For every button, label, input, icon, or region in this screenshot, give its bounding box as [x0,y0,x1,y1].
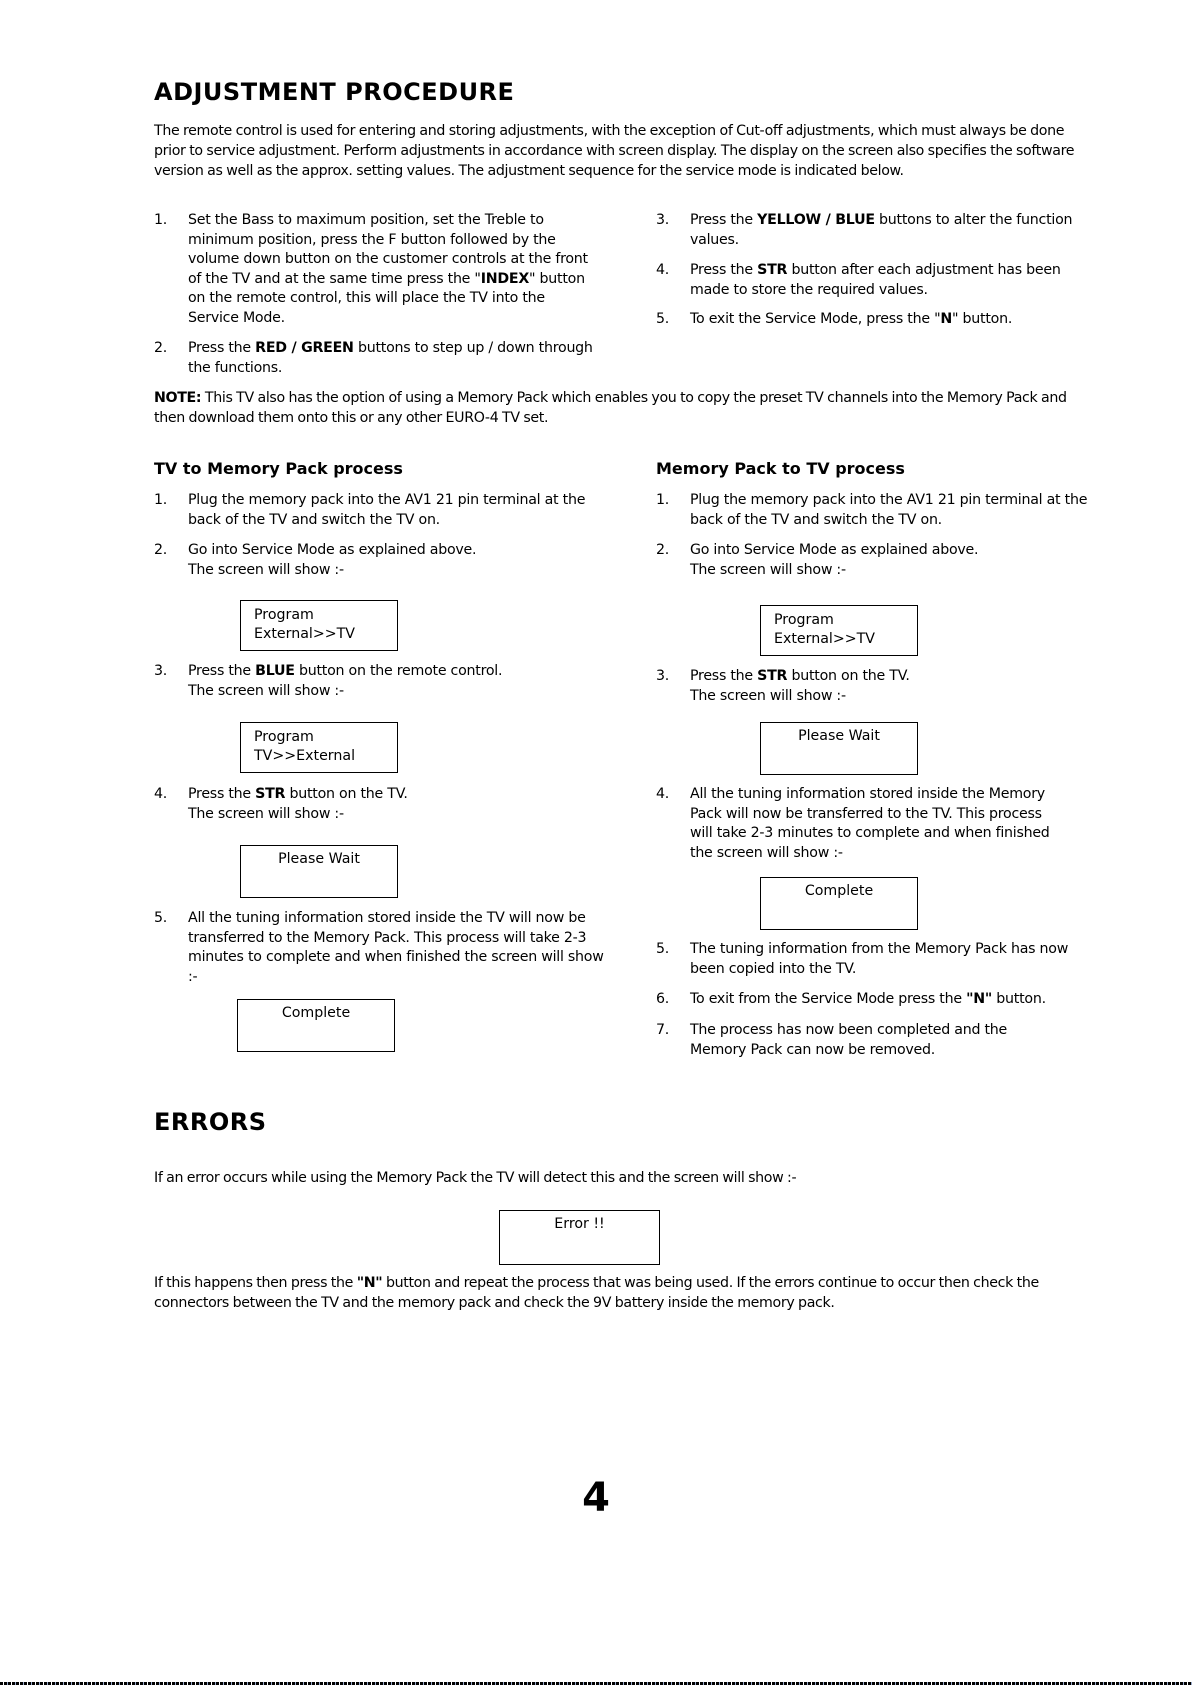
errors-heading: ERRORS [154,1108,267,1136]
screen-display-box: Please Wait [240,845,398,898]
errors-outro: If this happens then press the "N" button and repeat the process that was being used. If the errors continue to occur then check the connectors between the TV and the memory pack and check the 9V battery inside the memory pack. [154,1275,1039,1311]
pack-to-tv-step-2: 2. Go into Service Mode as explained above. The screen will show :- [656,542,979,578]
page-number: 4 [582,1475,610,1521]
pack-to-tv-step-5: 5. The tuning information from the Memory Pack has now been copied into the TV. [656,941,1069,977]
screen-display-box: Please Wait [760,722,918,775]
tv-to-pack-step-5: 5. All the tuning information stored inside the TV will now be transferred to the Memory Pack. This process will take 2-3 minutes to complete and when finished the screen will show :- [154,910,604,985]
tv-to-pack-step-4: 4. Press the STR button on the TV. The screen will show :- [154,786,408,822]
step-2: 2. Press the RED / GREEN buttons to step up / down through the functions. [154,340,593,376]
note-paragraph: NOTE: This TV also has the option of using a Memory Pack which enables you to copy the preset TV channels into the Memory Pack and then download them onto this or any other EURO-4 TV set. [154,390,1067,426]
screen-display-box: Program External>>TV [240,600,398,651]
pack-to-tv-step-6: 6. To exit from the Service Mode press the "N" button. [656,991,1046,1007]
screen-display-box: Complete [237,999,395,1052]
screen-display-box: Program TV>>External [240,722,398,773]
section-title-tv-to-pack: TV to Memory Pack process [154,459,403,478]
section-title-pack-to-tv: Memory Pack to TV process [656,459,905,478]
page-title: ADJUSTMENT PROCEDURE [154,78,515,106]
errors-intro: If an error occurs while using the Memory Pack the TV will detect this and the screen will show :- [154,1170,797,1186]
tv-to-pack-step-3: 3. Press the BLUE button on the remote control. The screen will show :- [154,663,503,699]
pack-to-tv-step-4: 4. All the tuning information stored inside the Memory Pack will now be transferred to the TV. This process will take 2-3 minutes to complete and when finished the screen will show :- [656,786,1050,861]
tv-to-pack-step-1: 1. Plug the memory pack into the AV1 21 pin terminal at the back of the TV and switch the TV on. [154,492,586,528]
error-display-box: Error !! [499,1210,660,1265]
screen-display-box: Program External>>TV [760,605,918,656]
pack-to-tv-step-3: 3. Press the STR button on the TV. The screen will show :- [656,668,910,704]
step-3: 3. Press the YELLOW / BLUE buttons to alter the function values. [656,212,1073,248]
intro-paragraph: The remote control is used for entering and storing adjustments, with the exception of Cut-off adjustments, which must always be done prior to service adjustment. Perform adjustments in accordance with screen display. The display on the screen also specifies the software version as well as the approx. setting values. The adjustment sequence for the service mode is indicated below. [154,123,1075,179]
step-4: 4. Press the STR button after each adjustment has been made to store the required values. [656,262,1061,298]
step-5: 5. To exit the Service Mode, press the "N" button. [656,311,1013,327]
pack-to-tv-step-7: 7. The process has now been completed and the Memory Pack can now be removed. [656,1022,1008,1058]
screen-display-box: Complete [760,877,918,930]
step-1: 1. Set the Bass to maximum position, set the Treble to minimum position, press the F button followed by the volume down button on the customer controls at the front of the TV and at the same time press the "INDEX" button on the remote control, this will place the TV into the Service Mode. [154,212,588,326]
pack-to-tv-step-1: 1. Plug the memory pack into the AV1 21 pin terminal at the back of the TV and switch the TV on. [656,492,1088,528]
tv-to-pack-step-2: 2. Go into Service Mode as explained above. The screen will show :- [154,542,477,578]
